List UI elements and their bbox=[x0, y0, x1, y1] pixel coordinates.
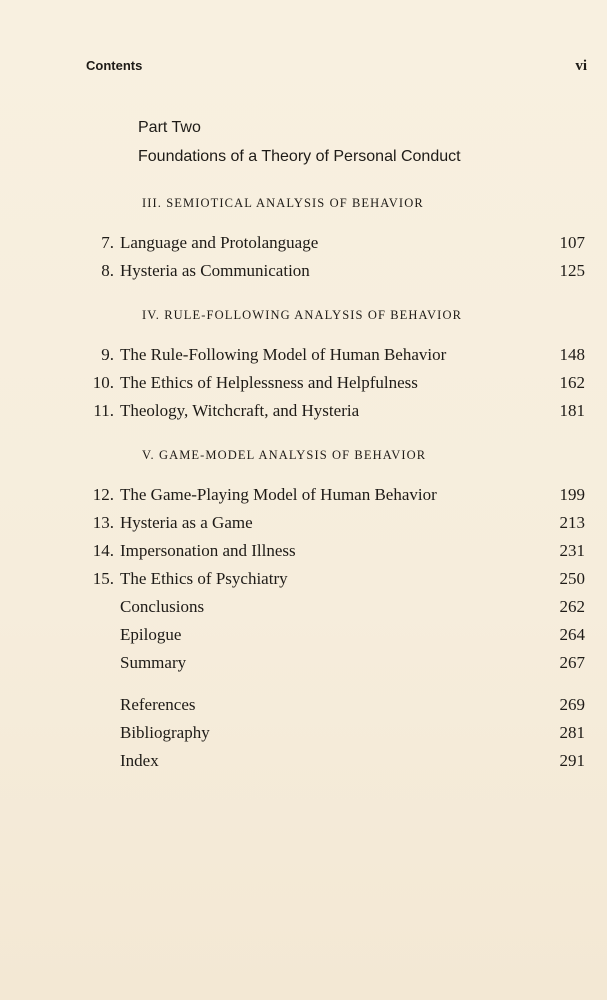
chapter-page: 213 bbox=[559, 513, 585, 532]
chapter-page: 264 bbox=[559, 625, 585, 644]
toc-entry bbox=[0, 261, 607, 285]
chapter-page: 181 bbox=[559, 401, 585, 420]
chapter-page: 125 bbox=[559, 261, 585, 280]
back-matter-title: Index bbox=[120, 751, 159, 770]
toc-entry bbox=[0, 233, 607, 257]
toc-entry bbox=[0, 695, 607, 719]
chapter-title: Language and Protolanguage bbox=[120, 233, 319, 252]
toc-entry bbox=[0, 513, 607, 537]
chapter-page: 250 bbox=[559, 569, 585, 588]
chapter-page: 107 bbox=[559, 233, 585, 252]
back-matter-page: 281 bbox=[559, 723, 585, 742]
chapter-title: The Ethics of Helplessness and Helpfulness bbox=[120, 373, 418, 392]
chapter-page: 262 bbox=[559, 597, 585, 616]
chapter-number: 13. bbox=[92, 513, 114, 532]
page-number: vi bbox=[575, 58, 587, 74]
chapter-number: 15. bbox=[92, 569, 114, 588]
toc-entry bbox=[0, 751, 607, 775]
chapter-number: 10. bbox=[92, 373, 114, 392]
part-title: Foundations of a Theory of Personal Conduct bbox=[138, 148, 461, 165]
chapter-title: Conclusions bbox=[120, 597, 205, 616]
section-heading: V. GAME-MODEL ANALYSIS OF BEHAVIOR bbox=[142, 448, 427, 462]
toc-entry bbox=[0, 345, 607, 369]
chapter-title: Hysteria as a Game bbox=[120, 513, 253, 532]
chapter-number: 8. bbox=[101, 261, 114, 280]
toc-entry bbox=[0, 373, 607, 397]
back-matter-page: 269 bbox=[559, 695, 585, 714]
chapter-title: Summary bbox=[120, 653, 187, 672]
running-head: Contents bbox=[86, 58, 143, 73]
chapter-page: 148 bbox=[559, 345, 585, 364]
toc-entry bbox=[0, 541, 607, 565]
chapter-number: 11. bbox=[93, 401, 114, 420]
back-matter-page: 291 bbox=[559, 751, 585, 770]
chapter-title: Hysteria as Communication bbox=[120, 261, 310, 280]
section-heading: III. SEMIOTICAL ANALYSIS OF BEHAVIOR bbox=[142, 196, 424, 210]
toc-entry bbox=[0, 597, 607, 621]
back-matter-title: References bbox=[120, 695, 196, 714]
chapter-page: 199 bbox=[559, 485, 585, 504]
chapter-number: 7. bbox=[101, 233, 114, 252]
section-heading: IV. RULE-FOLLOWING ANALYSIS OF BEHAVIOR bbox=[142, 308, 463, 322]
chapter-number: 12. bbox=[92, 485, 114, 504]
part-label: Part Two bbox=[138, 119, 201, 136]
toc-entry bbox=[0, 723, 607, 747]
chapter-number: 9. bbox=[101, 345, 114, 364]
back-matter-title: Bibliography bbox=[120, 723, 210, 742]
chapter-title: The Rule-Following Model of Human Behavior bbox=[120, 345, 447, 364]
chapter-page: 162 bbox=[559, 373, 585, 392]
toc-entry bbox=[0, 653, 607, 677]
toc-entry bbox=[0, 485, 607, 509]
toc-entry bbox=[0, 401, 607, 425]
chapter-page: 267 bbox=[559, 653, 585, 672]
chapter-title: Epilogue bbox=[120, 625, 182, 644]
chapter-title: Theology, Witchcraft, and Hysteria bbox=[120, 401, 360, 420]
toc-entry bbox=[0, 625, 607, 649]
chapter-page: 231 bbox=[559, 541, 585, 560]
chapter-title: The Ethics of Psychiatry bbox=[120, 569, 288, 588]
chapter-number: 14. bbox=[92, 541, 114, 560]
chapter-title: Impersonation and Illness bbox=[120, 541, 296, 560]
toc-entry bbox=[0, 569, 607, 593]
chapter-title: The Game-Playing Model of Human Behavior bbox=[120, 485, 437, 504]
